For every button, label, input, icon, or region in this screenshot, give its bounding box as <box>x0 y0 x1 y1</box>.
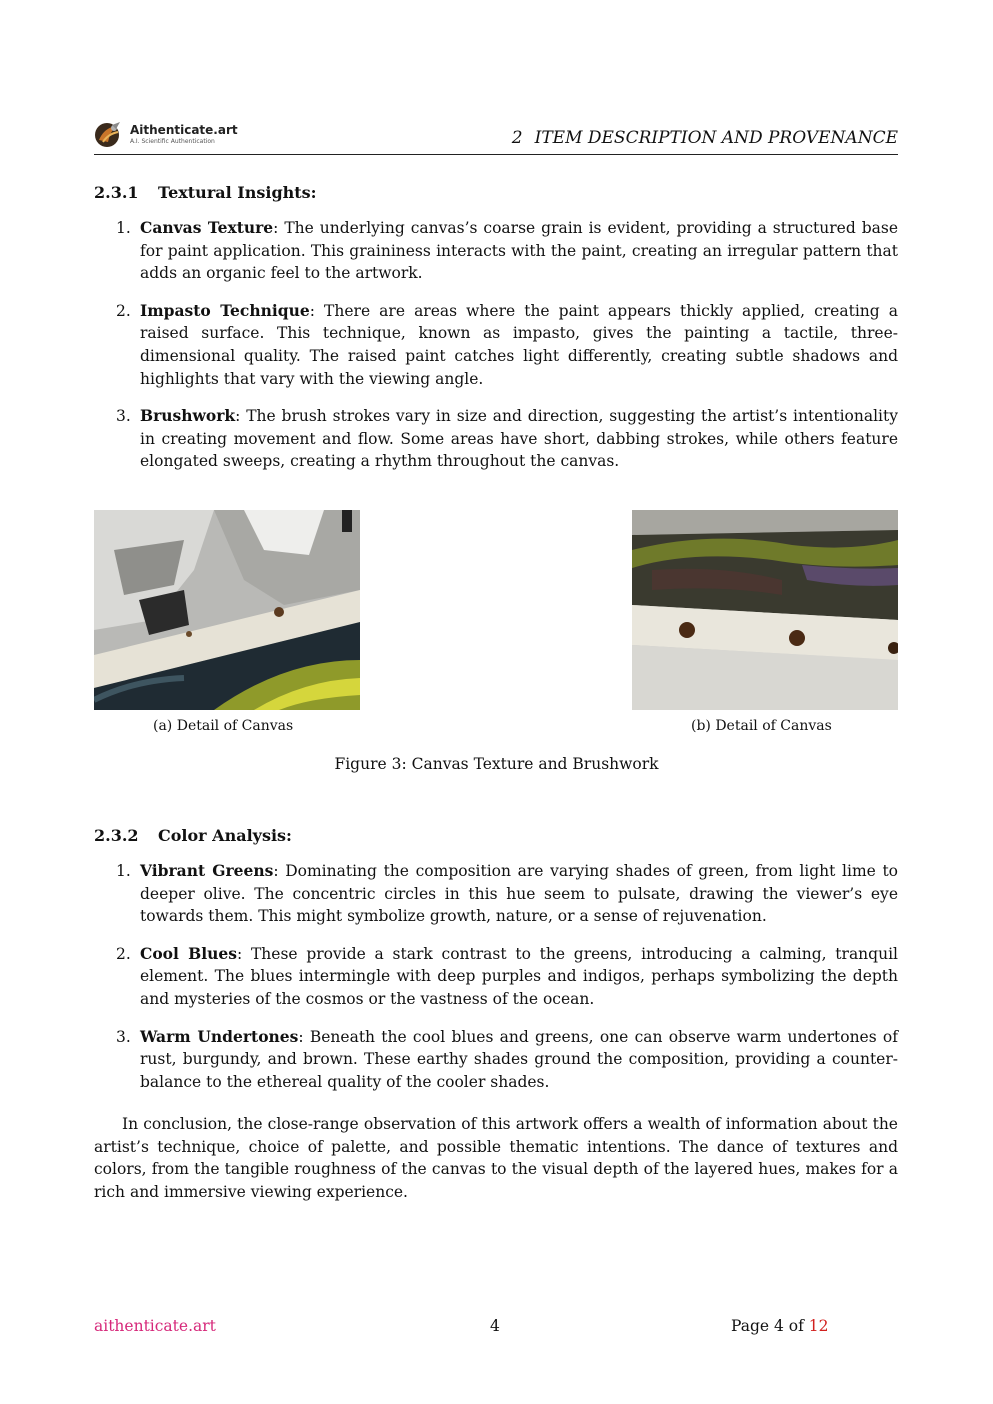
subsection-heading-color <box>94 826 292 845</box>
logo-name: Aithenticate.art <box>130 123 238 137</box>
header-section-text: ITEM DESCRIPTION AND PROVENANCE <box>534 128 898 148</box>
list-term: Cool Blues <box>140 943 237 963</box>
footer-link[interactable]: aithenticate.art <box>94 1317 216 1335</box>
list-term: Impasto Technique <box>140 300 310 320</box>
footer-page-prefix: Page 4 of <box>731 1317 804 1335</box>
list-marker: 1. <box>116 219 131 237</box>
footer-page-total: 12 <box>808 1317 829 1335</box>
list-marker: 2. <box>116 301 131 320</box>
list-term: Warm Undertones <box>140 1026 299 1046</box>
figure-image-b <box>632 510 898 710</box>
list-term: Vibrant Greens <box>140 861 274 880</box>
figure-image-a <box>94 510 360 710</box>
conclusion-paragraph: In conclusion, the close-range observation of this artwork offers a wealth of information about the artist’s technique, choice of palette, and possible thematic intentions. The dance of textures and colors, from the tangible roughness of the canvas to the visual depth of the layered hues, makes for a rich and immersive viewing experience. <box>94 1115 898 1201</box>
subsection-title: Textural Insights: <box>158 183 317 202</box>
list-text: : There are areas where the paint appears thickly applied, creating a raised surface. This technique, known as impasto, gives the painting a tactile, three-dimensional quality. The raised paint catches light differently, creating subtle shadows and highlights that vary with the viewing angle. <box>140 301 898 388</box>
list-marker: 3. <box>116 407 131 426</box>
list-term: Brushwork <box>140 406 236 426</box>
list-item <box>94 943 898 1011</box>
list-text: : Dominating the composition are varying shades of green, from light lime to deeper olive. The concentric circles in this hue seem to pulsate, drawing the viewer’s eye towards them. This might symbolize growth, nature, or a sense of rejuvenation. <box>140 862 899 926</box>
page-header <box>94 116 898 155</box>
logo <box>94 120 238 150</box>
list-marker: 1. <box>116 862 131 880</box>
list-item <box>94 217 898 285</box>
subsection-heading-textural <box>94 183 317 202</box>
list-marker: 2. <box>116 944 131 963</box>
list-term: Canvas Texture <box>140 218 274 237</box>
list-item <box>94 860 898 928</box>
list-text: : Beneath the cool blues and greens, one can observe warm undertones of rust, burgundy, and brown. These earthy shades ground the composition, providing a counter-balance to the ethereal quality of the cooler shades. <box>140 1027 898 1091</box>
list-text: : The brush strokes vary in size and direction, suggesting the artist’s intentionality in creating movement and flow. Some areas have short, dabbing strokes, while others feature elongated sweeps, creating a rhythm throughout the canvas. <box>140 407 898 471</box>
footer-page-number: 4 <box>490 1317 500 1335</box>
header-section-number: 2 <box>511 128 523 148</box>
textural-list <box>94 217 898 488</box>
header-section-title <box>512 128 898 148</box>
list-text: : These provide a stark contrast to the greens, introducing a calming, tranquil element. The blues intermingle with deep purples and indigos, perhaps symbolizing the depth and mysteries of the cosmos or the vastness of the ocean. <box>140 944 898 1008</box>
subsection-number: 2.3.2 <box>94 826 139 845</box>
figure-caption-b: (b) Detail of Canvas <box>691 718 832 734</box>
subsection-title: Color Analysis: <box>158 826 292 845</box>
color-list <box>94 860 898 1108</box>
list-marker: 3. <box>116 1027 131 1046</box>
list-item <box>94 1026 898 1094</box>
figure-caption-a: (a) Detail of Canvas <box>153 718 294 734</box>
footer-page-count <box>731 1317 829 1335</box>
figure-caption: Figure 3: Canvas Texture and Brushwork <box>334 755 659 773</box>
logo-tagline: A.I. Scientific Authentication <box>130 138 215 145</box>
list-item <box>94 405 898 473</box>
list-item <box>94 300 898 390</box>
list-text: : The underlying canvas’s coarse grain is evident, providing a structured base for paint application. This graininess interacts with the paint, creating an irregular pattern that adds an organic feel to the artwork. <box>140 219 898 283</box>
logo-icon <box>94 120 122 148</box>
subsection-number: 2.3.1 <box>94 183 139 202</box>
